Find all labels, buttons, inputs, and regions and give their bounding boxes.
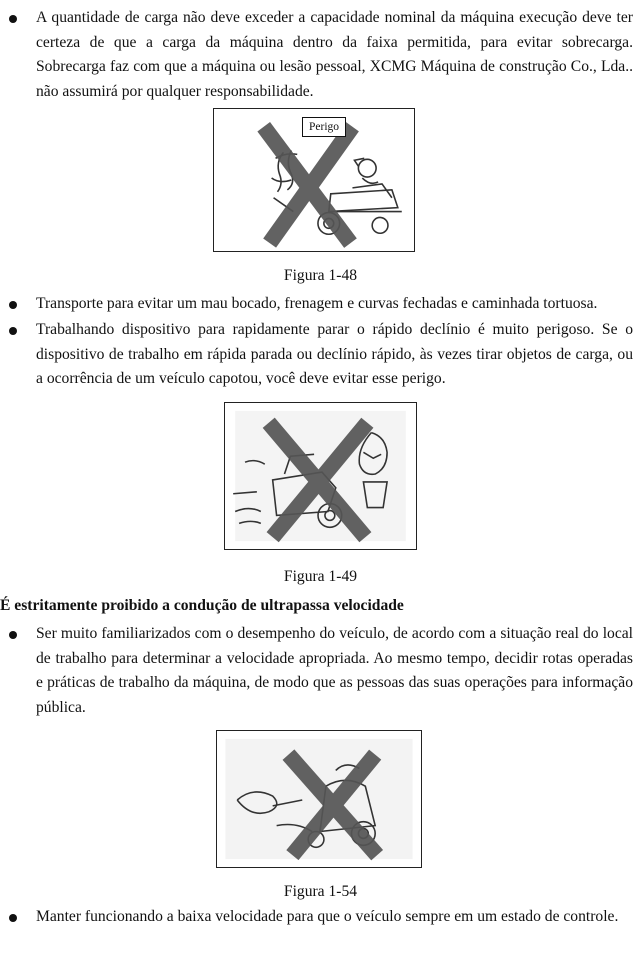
speeding-illustration — [217, 731, 421, 867]
bullet-marker — [9, 914, 17, 922]
figure-caption-1-48: Figura 1-48 — [283, 267, 358, 284]
section-heading-speed: É estritamente proibido a condução de ultrapassa velocidade — [0, 597, 404, 614]
paragraph-overload: A quantidade de carga não deve exceder a capacidade nominal da máquina execução deve ter certeza de que a carga da máquina dentro da faixa permitida, para evitar sobrecarga. Sobrecarga faz com que a máquina ou lesão pessoal, XCMG Máquina de construção Co., Lda.. não assumirá por qualquer responsabilidade. — [36, 9, 633, 100]
bullet-marker — [9, 301, 17, 309]
bullet-marker — [9, 631, 17, 639]
bullet-marker — [9, 327, 17, 335]
figure-1-49 — [224, 402, 417, 550]
figure-caption-1-54: Figura 1-54 — [283, 883, 358, 900]
paragraph-speed: Ser muito familiarizados com o desempenho do veículo, de acordo com a situação real do local de trabalho para determinar a velocidade apropriada. Ao mesmo tempo, decidir rotas operadas e práticas de trabalho da máquina, de modo que as pessoas das suas operações para informação pública. — [36, 625, 633, 716]
figure-1-54 — [216, 730, 422, 868]
figure-caption-1-49: Figura 1-49 — [283, 568, 358, 585]
danger-label: Perigo — [302, 117, 346, 137]
bullet-marker — [9, 15, 17, 23]
paragraph-transport: Transporte para evitar um mau bocado, frenagem e curvas fechadas e caminhada tortuosa. — [36, 295, 598, 312]
sudden-drop-illustration — [225, 403, 416, 549]
figure-1-48 — [213, 108, 415, 252]
paragraph-sudden-stop: Trabalhando dispositivo para rapidamente parar o rápido declínio é muito perigoso. Se o dispositivo de trabalho em rápida parada ou declínio rápido, às vezes tirar objetos de carga, ou a ocorrência de um veículo capotou, você deve evitar esse perigo. — [36, 321, 633, 388]
paragraph-low-speed: Manter funcionando a baixa velocidade para que o veículo sempre em um estado de controle. — [36, 908, 619, 925]
